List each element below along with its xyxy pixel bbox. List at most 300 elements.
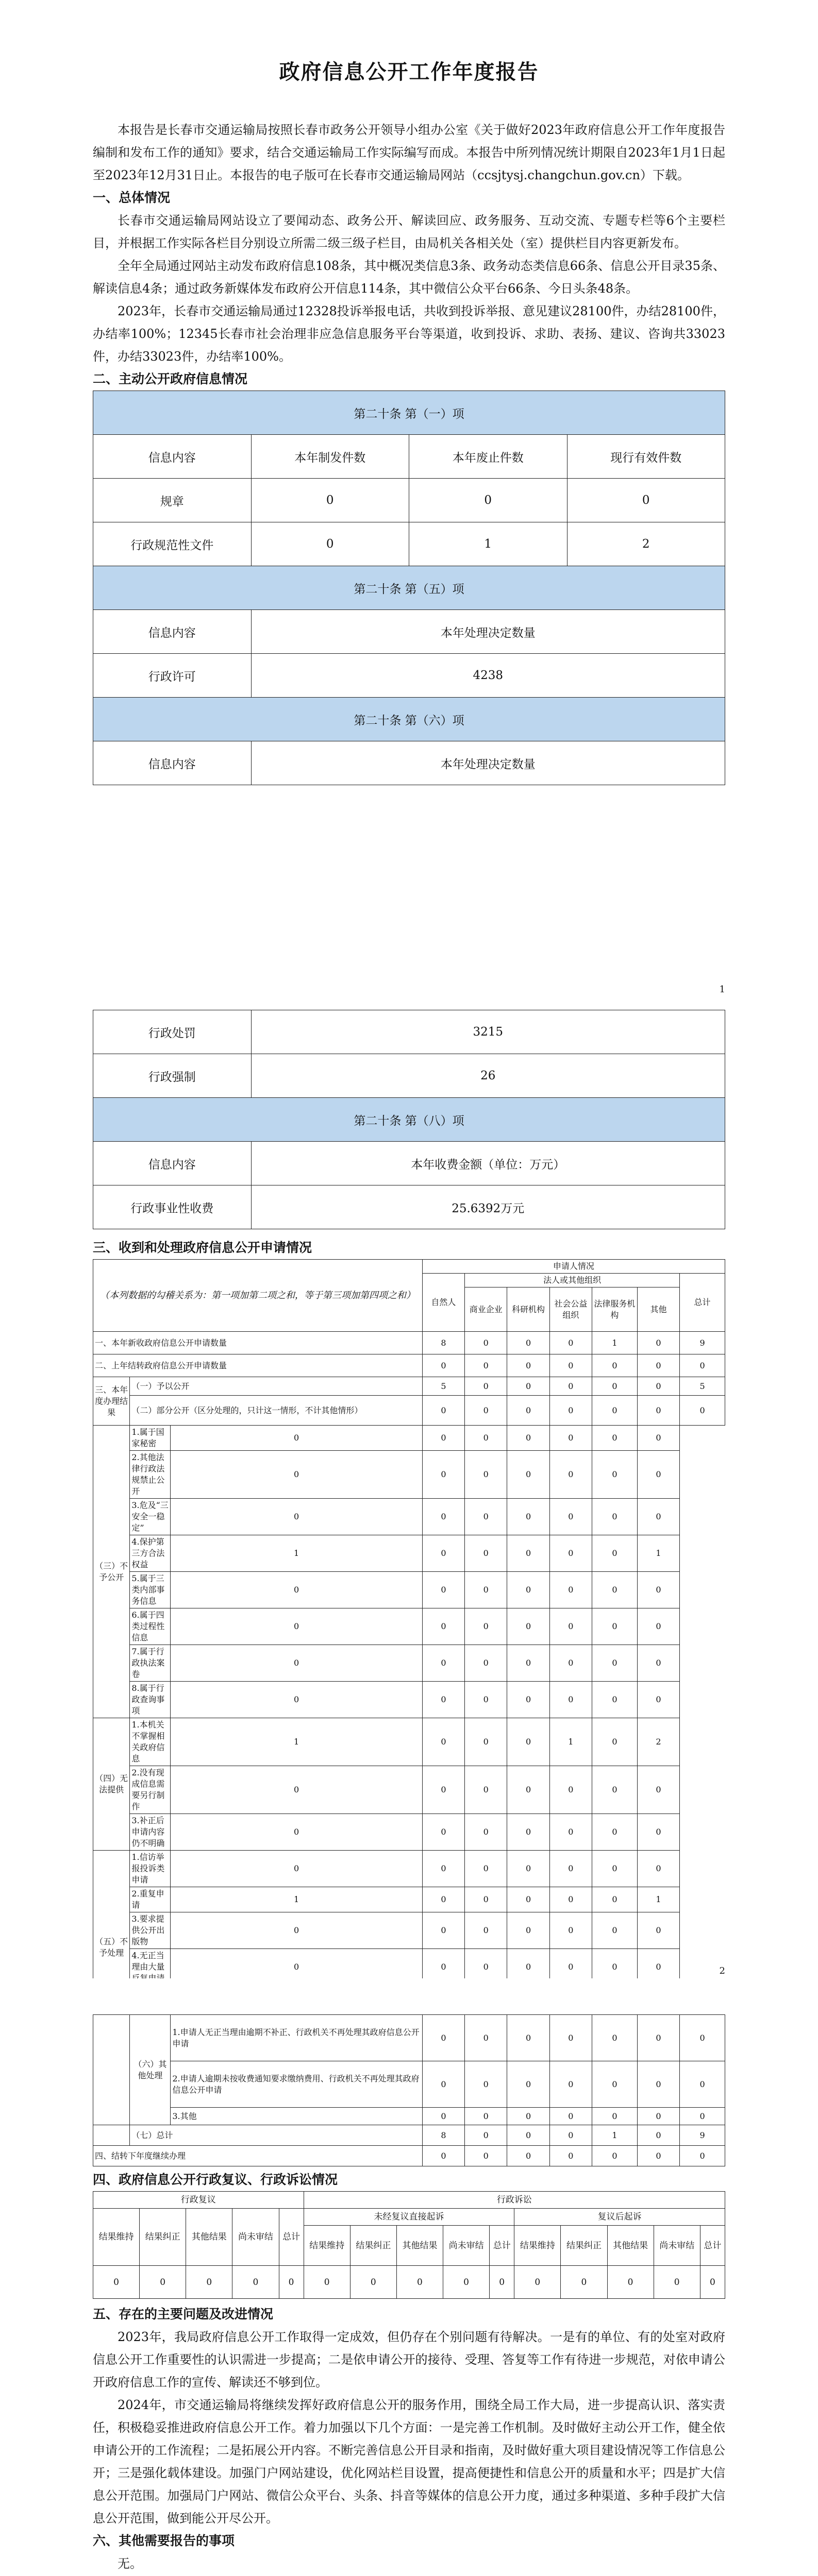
header-decision-count: 本年处理决定数量 xyxy=(251,741,725,785)
cell-value: 9 xyxy=(680,1332,725,1354)
row-label: 规章 xyxy=(93,479,252,522)
cell-value: 0 xyxy=(592,1572,638,1608)
row-label: 1.申请人无正当理由逾期不补正、行政机关不再处理其政府信息公开申请 xyxy=(171,2015,422,2061)
row-label: 6.属于四类过程性信息 xyxy=(130,1608,171,1645)
cell-value: 1 xyxy=(171,1887,422,1912)
header-natural-person: 自然人 xyxy=(422,1274,464,1332)
header-direct-suit: 未经复议直接起诉 xyxy=(304,2209,514,2226)
cell-value: 4238 xyxy=(251,654,725,698)
cell-value: 0 xyxy=(549,1887,592,1912)
table-row xyxy=(93,1451,725,1499)
header-upheld: 结果维持 xyxy=(93,2209,140,2266)
cell-value: 0 xyxy=(637,1851,679,1887)
page-number: 2 xyxy=(719,1965,725,1976)
cell-value: 0 xyxy=(637,1912,679,1949)
page-1 xyxy=(0,0,818,1010)
cell-value: 0 xyxy=(549,1766,592,1814)
header-pending: 尚未审结 xyxy=(232,2209,279,2266)
header-total: 总计 xyxy=(490,2226,514,2266)
cell-value: 0 xyxy=(592,1912,638,1949)
cell-value: 0 xyxy=(549,1426,592,1451)
header-corrected: 结果纠正 xyxy=(140,2209,186,2266)
cell-value: 0 xyxy=(549,1451,592,1499)
cell-value: 0 xyxy=(680,2015,725,2061)
cell-value: 0 xyxy=(465,1766,507,1814)
cell-value: 0 xyxy=(637,1766,679,1814)
cell-value: 0 xyxy=(490,2266,514,2299)
cell-value: 0 xyxy=(422,1851,464,1887)
cell-value: 0 xyxy=(507,1396,549,1426)
cell-value: 0 xyxy=(465,1887,507,1912)
cell-value: 0 xyxy=(507,2061,549,2108)
table-row xyxy=(93,522,725,566)
cell-value: 0 xyxy=(171,1814,422,1851)
cell-value: 1 xyxy=(409,522,567,566)
header-total: 总计 xyxy=(700,2226,725,2266)
cell-value: 0 xyxy=(507,2125,549,2146)
cell-value: 8 xyxy=(422,1332,464,1354)
cell-value: 0 xyxy=(422,1572,464,1608)
header-abolished-count: 本年废止件数 xyxy=(409,435,567,479)
table-row xyxy=(93,1354,725,1377)
cell-value: 0 xyxy=(507,1887,549,1912)
cell-value: 0 xyxy=(637,2125,679,2146)
header-total: 总计 xyxy=(680,1274,725,1332)
cell-value: 0 xyxy=(549,2125,592,2146)
application-handling-table-continued xyxy=(93,2014,725,2166)
cell-value: 0 xyxy=(637,1572,679,1608)
header-corrected: 结果纠正 xyxy=(561,2226,607,2266)
cell-value: 0 xyxy=(592,2015,638,2061)
cell-value: 0 xyxy=(549,1499,592,1535)
table-row xyxy=(93,1332,725,1354)
table-row xyxy=(93,2108,725,2125)
header-upheld: 结果维持 xyxy=(514,2226,561,2266)
table-row xyxy=(93,2125,725,2146)
header-other-result: 其他结果 xyxy=(396,2226,443,2266)
cell-value: 0 xyxy=(507,1949,549,1986)
cell-value: 0 xyxy=(422,1912,464,1949)
cell-value: 0 xyxy=(637,1396,679,1426)
row-label: 1.属于国家秘密 xyxy=(130,1426,171,1451)
row-label: 1.本机关不掌握相关政府信息 xyxy=(130,1718,171,1766)
table-row xyxy=(93,1718,725,1766)
cell-value: 0 xyxy=(465,1451,507,1499)
cell-value: 0 xyxy=(465,1572,507,1608)
cell-value: 0 xyxy=(507,1535,549,1572)
cell-value: 0 xyxy=(561,2266,607,2299)
row-label: 2.没有现成信息需要另行制作 xyxy=(130,1766,171,1814)
section-3-heading: 三、收到和处理政府信息公开申请情况 xyxy=(93,1240,312,1255)
cell-value: 0 xyxy=(186,2266,232,2299)
cell-value: 0 xyxy=(279,2266,304,2299)
cell-value: 0 xyxy=(507,1645,549,1682)
section-6-heading: 六、其他需要报告的事项 xyxy=(93,2533,235,2548)
cell-value: 0 xyxy=(171,1426,422,1451)
review-litigation-table xyxy=(93,2191,725,2299)
cell-value: 0 xyxy=(507,1332,549,1354)
cell-value: 0 xyxy=(607,2266,654,2299)
cell-value: 0 xyxy=(171,1766,422,1814)
cell-value: 0 xyxy=(507,1766,549,1814)
cell-value: 0 xyxy=(637,2108,679,2125)
table-row xyxy=(93,1912,725,1949)
cell-value: 1 xyxy=(171,1718,422,1766)
cell-value: 1 xyxy=(592,2125,638,2146)
article-20-item-6: 第二十条 第（六）项 xyxy=(93,698,725,741)
cell-value: 0 xyxy=(465,1718,507,1766)
cell-value: 0 xyxy=(465,2125,507,2146)
cell-value: 0 xyxy=(171,1645,422,1682)
cell-value: 0 xyxy=(637,1608,679,1645)
cell-value: 0 xyxy=(422,1451,464,1499)
cell-value: 0 xyxy=(443,2266,490,2299)
page-2-body xyxy=(93,1010,725,2045)
cell-value: 9 xyxy=(680,2125,725,2146)
header-other-result: 其他结果 xyxy=(186,2209,232,2266)
cell-value: 0 xyxy=(680,2108,725,2125)
cell-value: 0 xyxy=(422,2015,464,2061)
cell-value: 0 xyxy=(422,1645,464,1682)
cell-value: 0 xyxy=(637,1645,679,1682)
cell-value: 0 xyxy=(232,2266,279,2299)
cell-value: 0 xyxy=(549,1572,592,1608)
cell-value: 0 xyxy=(422,1682,464,1718)
table-row xyxy=(93,1499,725,1535)
cell-value: 1 xyxy=(592,1332,638,1354)
cell-value: 25.6392万元 xyxy=(251,1185,725,1229)
cell-value: 0 xyxy=(592,1851,638,1887)
row-group-label: 三、本年度办理结果 xyxy=(93,1377,130,1426)
cell-value: 0 xyxy=(507,1682,549,1718)
cell-value: 0 xyxy=(549,1332,592,1354)
cell-value: 0 xyxy=(422,1608,464,1645)
header-upheld: 结果维持 xyxy=(304,2226,350,2266)
cell-value: 0 xyxy=(549,1377,592,1396)
row-label: 3.补正后申请内容仍不明确 xyxy=(130,1814,171,1851)
report-title: 政府信息公开工作年度报告 xyxy=(279,60,539,84)
cell-value: 0 xyxy=(549,1814,592,1851)
page-2 xyxy=(0,1010,818,1978)
table-row xyxy=(93,1010,725,1054)
header-new-count: 本年制发件数 xyxy=(251,435,409,479)
cell-value: 1 xyxy=(637,1535,679,1572)
cell-value: 0 xyxy=(592,1645,638,1682)
cell-value: 0 xyxy=(422,1426,464,1451)
cell-value: 0 xyxy=(637,1949,679,1986)
intro-paragraph: 本报告是长春市交通运输局按照长春市政务公开领导小组办公室《关于做好2023年政府信息公开工作年度报告编制和发布工作的通知》要求，结合交通运输局工作实际编写而成。本报告中所列情况统计期限自2023年1月1日起至2023年12月31日止。本报告的电子版可在长春市交通运输局网站（ccsjtysj.changchun.gov.cn）下载。 xyxy=(93,123,725,182)
row-label: 行政许可 xyxy=(93,654,252,698)
cell-value: 0 xyxy=(171,1949,422,1986)
cell-value: 0 xyxy=(507,1851,549,1887)
table-row xyxy=(93,1377,725,1396)
cell-value: 0 xyxy=(140,2266,186,2299)
cell-value: 0 xyxy=(637,2061,679,2108)
cell-value: 0 xyxy=(507,2015,549,2061)
table-row xyxy=(93,1535,725,1572)
row-group-label: （五）不予处理 xyxy=(93,1851,130,2045)
table-row xyxy=(93,1396,725,1426)
cell-value: 0 xyxy=(396,2266,443,2299)
header-fee-amount: 本年收费金额（单位：万元） xyxy=(251,1142,725,1185)
cell-value: 0 xyxy=(171,1851,422,1887)
cell-value: 0 xyxy=(549,2015,592,2061)
header-other: 其他 xyxy=(637,1287,679,1332)
cell-value: 0 xyxy=(549,1608,592,1645)
cell-value: 0 xyxy=(592,1451,638,1499)
table-row xyxy=(93,2015,725,2061)
cell-value: 0 xyxy=(465,1949,507,1986)
cell-value: 0 xyxy=(637,1451,679,1499)
cell-value: 0 xyxy=(422,1949,464,1986)
cell-value: 0 xyxy=(171,1499,422,1535)
cell-value: 0 xyxy=(422,2061,464,2108)
cell-value: 2 xyxy=(567,522,725,566)
row-group-label: （四）无法提供 xyxy=(93,1718,130,1851)
cell-value: 0 xyxy=(422,2146,464,2166)
row-label: 4.保护第三方合法权益 xyxy=(130,1535,171,1572)
cell-value: 0 xyxy=(465,1354,507,1377)
section-1-paragraph-2: 全年全局通过网站主动发布政府信息108条，其中概况类信息3条、政务动态类信息66条、信息公开目录35条、解读信息4条；通过政务新媒体发布政府公开信息114条，其中微信公众平台66条、今日头条48条。 xyxy=(93,259,725,296)
cell-value: 0 xyxy=(592,1718,638,1766)
cell-value: 0 xyxy=(465,1396,507,1426)
cell-value: 0 xyxy=(592,2146,638,2166)
cell-value: 0 xyxy=(637,1499,679,1535)
active-disclosure-table-part1 xyxy=(93,391,725,785)
cell-value: 0 xyxy=(251,479,409,522)
header-legal-service: 法律服务机构 xyxy=(592,1287,638,1332)
cell-value: 0 xyxy=(549,2061,592,2108)
cell-value: 0 xyxy=(592,1814,638,1851)
cell-value: 0 xyxy=(549,1645,592,1682)
header-corrected: 结果纠正 xyxy=(350,2226,396,2266)
section-2-heading: 二、主动公开政府信息情况 xyxy=(93,371,248,386)
row-label: （一）予以公开 xyxy=(130,1377,422,1396)
row-label: 行政强制 xyxy=(93,1054,252,1098)
cell-value: 0 xyxy=(637,1377,679,1396)
table-row xyxy=(93,1426,725,1451)
table-row xyxy=(93,1814,725,1851)
cell-value: 0 xyxy=(251,522,409,566)
cell-value: 2 xyxy=(637,1718,679,1766)
cell-value: 0 xyxy=(592,2061,638,2108)
cell-value: 0 xyxy=(637,2146,679,2166)
cell-value: 0 xyxy=(680,1354,725,1377)
cell-value: 0 xyxy=(422,2108,464,2125)
cell-value: 0 xyxy=(507,2146,549,2166)
table-row xyxy=(93,1185,725,1229)
cell-value: 0 xyxy=(549,2108,592,2125)
row-label: 3.其他 xyxy=(171,2108,422,2125)
cell-value: 1 xyxy=(637,1887,679,1912)
header-pending: 尚未审结 xyxy=(443,2226,490,2266)
cell-value: 26 xyxy=(251,1054,725,1098)
header-info-content: 信息内容 xyxy=(93,741,252,785)
cell-value: 0 xyxy=(507,1499,549,1535)
row-label: 3.要求提供公开出版物 xyxy=(130,1912,171,1949)
cell-value: 0 xyxy=(549,1354,592,1377)
section-5-heading: 五、存在的主要问题及改进情况 xyxy=(93,2307,274,2321)
cell-value: 0 xyxy=(680,1396,725,1426)
page-1-body xyxy=(93,118,725,785)
header-applicant: 申请人情况 xyxy=(422,1260,725,1274)
cell-value: 0 xyxy=(422,1887,464,1912)
cell-value: 0 xyxy=(514,2266,561,2299)
cell-value: 0 xyxy=(549,1396,592,1426)
cell-value: 0 xyxy=(592,1499,638,1535)
cell-value: 0 xyxy=(637,1426,679,1451)
table-row xyxy=(93,1851,725,1887)
cell-value: 0 xyxy=(465,1682,507,1718)
row-label: （七）总计 xyxy=(130,2125,422,2146)
row-label: 8.属于行政查询事项 xyxy=(130,1682,171,1718)
cell-value: 0 xyxy=(465,1426,507,1451)
cell-value: 0 xyxy=(422,1766,464,1814)
table-row xyxy=(93,1054,725,1098)
table-row xyxy=(93,1645,725,1682)
cell-value: 0 xyxy=(549,1912,592,1949)
cell-value: 0 xyxy=(637,1814,679,1851)
page-3 xyxy=(0,1978,818,2576)
cell-value: 0 xyxy=(171,1608,422,1645)
row-label: 行政处罚 xyxy=(93,1010,252,1054)
cell-value: 0 xyxy=(592,1354,638,1377)
row-label: 行政事业性收费 xyxy=(93,1185,252,1229)
cell-value: 0 xyxy=(465,2108,507,2125)
header-pending: 尚未审结 xyxy=(654,2226,700,2266)
cell-value: 0 xyxy=(637,2015,679,2061)
cell-value: 0 xyxy=(465,1332,507,1354)
row-label: （二）部分公开（区分处理的，只计这一情形，不计其他情形） xyxy=(130,1396,422,1426)
cell-value: 0 xyxy=(422,1814,464,1851)
cell-value: 0 xyxy=(465,1912,507,1949)
cell-value: 0 xyxy=(654,2266,700,2299)
cell-value: 0 xyxy=(637,1332,679,1354)
cell-value: 0 xyxy=(507,1426,549,1451)
header-info-content: 信息内容 xyxy=(93,435,252,479)
header-info-content: 信息内容 xyxy=(93,1142,252,1185)
row-label: 一、本年新收政府信息公开申请数量 xyxy=(93,1332,423,1354)
article-20-item-8: 第二十条 第（八）项 xyxy=(93,1098,725,1142)
cell-value: 0 xyxy=(592,1608,638,1645)
table-row xyxy=(93,2266,725,2299)
header-research: 科研机构 xyxy=(507,1287,549,1332)
cell-value: 0 xyxy=(637,1682,679,1718)
cell-value: 0 xyxy=(592,1396,638,1426)
table-row xyxy=(93,1608,725,1645)
cell-value: 0 xyxy=(465,2146,507,2166)
cell-value: 0 xyxy=(592,1887,638,1912)
table-row xyxy=(93,479,725,522)
section-5-paragraph-1: 2023年，我局政府信息公开工作取得一定成效，但仍存在个别问题有待解决。一是有的单位、有的处室对政府信息公开工作重要性的认识需进一步提高；二是依申请公开的接待、受理、答复等工作有待进一步规范，对依申请公开政府信息工作的宣传、解读还不够到位。 xyxy=(93,2330,725,2389)
cell-value: 0 xyxy=(422,1718,464,1766)
cell-value: 3215 xyxy=(251,1010,725,1054)
table-row xyxy=(93,1766,725,1814)
row-group-label: （三）不予公开 xyxy=(93,1426,130,1718)
header-public-welfare: 社会公益组织 xyxy=(549,1287,592,1332)
row-label: 二、上年结转政府信息公开申请数量 xyxy=(93,1354,423,1377)
table-corner-note: （本列数据的勾稽关系为：第一项加第二项之和，等于第三项加第四项之和） xyxy=(93,1260,423,1332)
header-litigation: 行政诉讼 xyxy=(304,2192,725,2209)
cell-value: 0 xyxy=(592,1949,638,1986)
cell-value: 0 xyxy=(507,1912,549,1949)
section-4-heading: 四、政府信息公开行政复议、行政诉讼情况 xyxy=(93,2172,338,2187)
cell-value: 0 xyxy=(465,1608,507,1645)
table-row xyxy=(93,1887,725,1912)
cell-value: 0 xyxy=(549,1851,592,1887)
table-row xyxy=(93,2061,725,2108)
cell-value: 0 xyxy=(507,2108,549,2125)
cell-value: 0 xyxy=(567,479,725,522)
table-row xyxy=(93,1572,725,1608)
page-number: 1 xyxy=(719,984,725,995)
row-label: 2.重复申请 xyxy=(130,1887,171,1912)
cell-value: 0 xyxy=(507,1572,549,1608)
section-1-heading: 一、总体情况 xyxy=(93,190,171,205)
cell-value: 0 xyxy=(422,1354,464,1377)
table-row xyxy=(93,654,725,698)
row-label: 4.无正当理由大量 xyxy=(130,1949,171,1986)
cell-value: 0 xyxy=(592,2108,638,2125)
article-20-item-1: 第二十条 第（一）项 xyxy=(93,391,725,435)
row-label: 2.申请人逾期未按收费通知要求缴纳费用、行政机关不再处理其政府信息公开申请 xyxy=(171,2061,422,2108)
header-suit-after-review: 复议后起诉 xyxy=(514,2209,725,2226)
cell-value: 0 xyxy=(507,1718,549,1766)
application-handling-table xyxy=(93,1259,725,2045)
cell-value: 0 xyxy=(465,1535,507,1572)
cell-value: 0 xyxy=(680,2061,725,2108)
row-label: 四、结转下年度继续办理 xyxy=(93,2146,423,2166)
cell-value: 0 xyxy=(465,1851,507,1887)
cell-value: 5 xyxy=(680,1377,725,1396)
cell-value: 5 xyxy=(422,1377,464,1396)
cell-value: 0 xyxy=(171,1451,422,1499)
header-decision-count: 本年处理决定数量 xyxy=(251,610,725,654)
section-5-paragraph-2: 2024年，市交通运输局将继续发挥好政府信息公开的服务作用，围绕全局工作大局，进一步提高认识、落实责任，积极稳妥推进政府信息公开工作。着力加强以下几个方面：一是完善工作机制。及时做好主动公开工作，健全依申请公开的工作流程；二是拓展公开内容。不断完善信息公开目录和指南，及时做好重大项目建设情况等工作信息公开；三是强化载体建设。加强门户网站建设，优化网站栏目设置，提高便捷性和信息公开的质量和水平；四是扩大信息公开范围。加强局门户网站、微信公众平台、头条、抖音等媒体的信息公开力度，通过多种渠道、多种手段扩大信息公开范围，做到能公开尽公开。 xyxy=(93,2398,725,2526)
section-1-paragraph-3: 2023年，长春市交通运输局通过12328投诉举报电话，共收到投诉举报、意见建议28100件，办结28100件，办结率100%；12345长春市社会治理非应急信息服务平台等渠道，收到投诉、求助、表扬、建议、咨询共33023件，办结33023件，办结率100%。 xyxy=(93,304,725,364)
cell-value: 0 xyxy=(507,1377,549,1396)
row-label: 7.属于行政执法案卷 xyxy=(130,1645,171,1682)
cell-value: 0 xyxy=(637,1354,679,1377)
header-info-content: 信息内容 xyxy=(93,610,252,654)
cell-value: 0 xyxy=(507,1608,549,1645)
cell-value: 0 xyxy=(592,1682,638,1718)
section-1-paragraph-1: 长春市交通运输局网站设立了要闻动态、政务公开、解读回应、政务服务、互动交流、专题专栏等6个主要栏目，并根据工作实际各栏目分别设立所需二级三级子栏目，由局机关各相关处（室）提供栏目内容更新发布。 xyxy=(93,213,725,250)
cell-value: 1 xyxy=(171,1535,422,1572)
row-label: 3.危及“三安全一稳定” xyxy=(130,1499,171,1535)
section-6-paragraph: 无。 xyxy=(118,2556,142,2571)
row-label: 2.其他法律行政法规禁止公开 xyxy=(130,1451,171,1499)
header-business: 商业企业 xyxy=(465,1287,507,1332)
page-3-body xyxy=(93,2014,725,2575)
cell-value: 0 xyxy=(422,1499,464,1535)
cell-value: 0 xyxy=(592,1426,638,1451)
cell-value: 0 xyxy=(171,1912,422,1949)
cell-value: 0 xyxy=(171,1572,422,1608)
table-row xyxy=(93,1682,725,1718)
cell-value: 0 xyxy=(507,1354,549,1377)
cell-value: 0 xyxy=(465,1645,507,1682)
cell-value: 0 xyxy=(507,1814,549,1851)
cell-value: 8 xyxy=(422,2125,464,2146)
cell-value: 0 xyxy=(465,1377,507,1396)
cell-value: 0 xyxy=(592,1377,638,1396)
table-row xyxy=(93,2146,725,2166)
active-disclosure-table-part2 xyxy=(93,1010,725,1229)
header-review: 行政复议 xyxy=(93,2192,304,2209)
cell-value: 0 xyxy=(465,1499,507,1535)
cell-value: 0 xyxy=(700,2266,725,2299)
